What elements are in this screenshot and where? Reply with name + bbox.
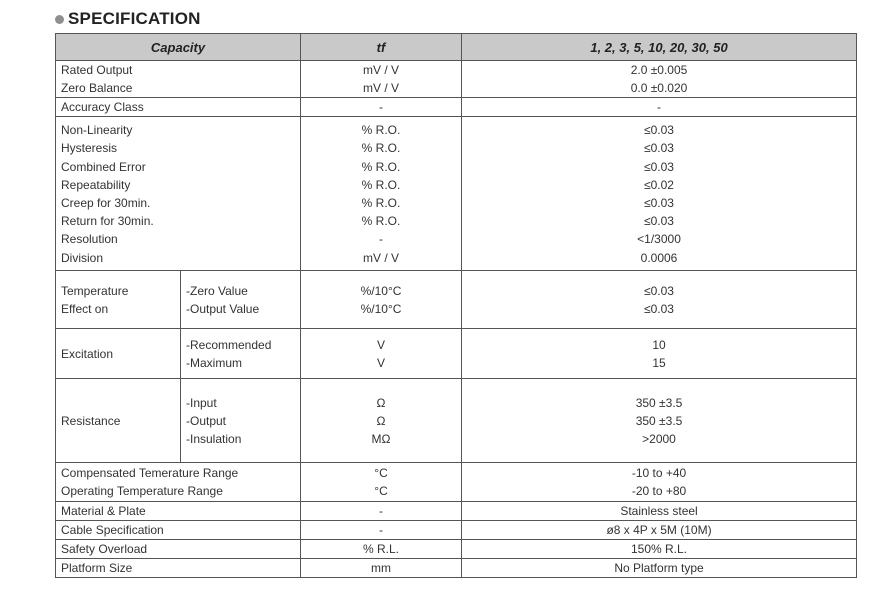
unit-value: °C xyxy=(374,484,388,499)
value-cell xyxy=(462,271,857,329)
row-label: Resistance xyxy=(56,379,181,463)
table-row xyxy=(56,61,857,98)
row-label: Zero Balance xyxy=(61,81,133,96)
unit-value: % R.O. xyxy=(361,141,401,156)
row-label: Creep for 30min. xyxy=(61,195,151,210)
spec-value: 0.0 ±0.020 xyxy=(630,81,688,96)
unit-value: %/10°C xyxy=(360,301,402,316)
unit-value: mm xyxy=(301,559,462,578)
unit-value: % R.O. xyxy=(361,159,401,174)
unit-value: Ω xyxy=(376,395,386,410)
unit-cell xyxy=(301,379,462,463)
spec-value: ≤0.03 xyxy=(644,214,674,229)
row-label: Return for 30min. xyxy=(61,214,154,229)
spec-value: ≤0.03 xyxy=(644,301,674,316)
row-label: Effect on xyxy=(61,301,109,316)
label-cell xyxy=(56,61,301,98)
unit-cell xyxy=(301,271,462,329)
value-cell xyxy=(462,329,857,379)
spec-value: 350 ±3.5 xyxy=(635,413,683,428)
sub-label-cell xyxy=(181,379,301,463)
row-label: Rated Output xyxy=(61,63,133,77)
row-label: Temperature xyxy=(61,283,129,298)
table-row xyxy=(56,463,857,502)
table-row xyxy=(56,379,857,463)
table-row xyxy=(56,559,857,578)
value-cell xyxy=(462,379,857,463)
unit-value: mV / V xyxy=(363,81,400,96)
specification-table xyxy=(55,33,857,578)
row-label: Compensated Temerature Range xyxy=(61,466,239,481)
label-cell xyxy=(56,271,181,329)
row-label: Non-Linearity xyxy=(61,123,133,138)
unit-value: °C xyxy=(374,466,388,481)
spec-value: -20 to +80 xyxy=(631,484,687,499)
spec-value: <1/3000 xyxy=(637,232,681,247)
sub-label: -Output Value xyxy=(186,301,260,316)
sub-label: -Zero Value xyxy=(186,283,248,298)
unit-value: % R.O. xyxy=(361,195,401,210)
spec-value: ≤0.03 xyxy=(644,195,674,210)
section-title-text: SPECIFICATION xyxy=(68,9,201,28)
spec-value: ≤0.02 xyxy=(644,177,674,192)
row-label: Cable Specification xyxy=(56,521,301,540)
spec-value: No Platform type xyxy=(462,559,857,578)
spec-value: ø8 x 4P x 5M (10M) xyxy=(462,521,857,540)
spec-value: 15 xyxy=(652,355,666,370)
sub-label: -Input xyxy=(186,395,217,410)
sub-label: -Maximum xyxy=(186,355,242,370)
bullet-icon xyxy=(55,15,64,24)
unit-value: %/10°C xyxy=(360,283,402,298)
sub-label-cell xyxy=(181,271,301,329)
row-label: Excitation xyxy=(56,329,181,379)
spec-value: 150% R.L. xyxy=(462,540,857,559)
value-cell xyxy=(462,463,857,502)
table-row xyxy=(56,117,857,271)
table-row xyxy=(56,329,857,379)
row-label: Operating Temperature Range xyxy=(61,484,223,499)
unit-cell xyxy=(301,463,462,502)
sub-label: -Output xyxy=(186,413,227,428)
spec-value: 0.0006 xyxy=(640,250,678,265)
unit-value: % R.O. xyxy=(361,123,401,138)
unit-value: MΩ xyxy=(371,432,391,446)
sub-label: -Recommended xyxy=(186,337,272,352)
section-title xyxy=(55,9,201,29)
unit-cell xyxy=(301,61,462,98)
unit-value: mV / V xyxy=(363,250,400,265)
unit-value: - xyxy=(301,502,462,521)
table-row xyxy=(56,521,857,540)
header-values: 1, 2, 3, 5, 10, 20, 30, 50 xyxy=(462,34,857,61)
row-label: Division xyxy=(61,250,104,265)
spec-value: 2.0 ±0.005 xyxy=(630,63,688,77)
table-row xyxy=(56,540,857,559)
unit-value: - xyxy=(301,98,462,117)
unit-value: V xyxy=(377,355,386,370)
row-label: Platform Size xyxy=(56,559,301,578)
spec-value: -10 to +40 xyxy=(631,466,687,481)
label-cell xyxy=(56,463,301,502)
table-row xyxy=(56,271,857,329)
row-label: Resolution xyxy=(61,232,118,247)
row-label: Safety Overload xyxy=(56,540,301,559)
table-row xyxy=(56,502,857,521)
spec-value: - xyxy=(462,98,857,117)
value-cell xyxy=(462,117,857,271)
spec-value: ≤0.03 xyxy=(644,123,674,138)
unit-value: Ω xyxy=(376,413,386,428)
spec-value: Stainless steel xyxy=(462,502,857,521)
unit-value: % R.L. xyxy=(301,540,462,559)
row-label: Combined Error xyxy=(61,159,146,174)
spec-value: 10 xyxy=(652,337,666,352)
sub-label: -Insulation xyxy=(186,432,242,446)
header-unit: tf xyxy=(301,34,462,61)
row-label: Material & Plate xyxy=(56,502,301,521)
spec-value: >2000 xyxy=(642,432,676,446)
table-row xyxy=(56,98,857,117)
row-label: Hysteresis xyxy=(61,141,118,156)
unit-value: - xyxy=(379,232,384,247)
row-label: Accuracy Class xyxy=(56,98,301,117)
unit-value: % R.O. xyxy=(361,214,401,229)
unit-value: mV / V xyxy=(363,63,400,77)
unit-value: % R.O. xyxy=(361,177,401,192)
header-capacity: Capacity xyxy=(56,34,301,61)
unit-value: V xyxy=(377,337,386,352)
spec-value: 350 ±3.5 xyxy=(635,395,683,410)
sub-label-cell xyxy=(181,329,301,379)
unit-cell xyxy=(301,329,462,379)
spec-value: ≤0.03 xyxy=(644,283,674,298)
unit-value: - xyxy=(301,521,462,540)
unit-cell xyxy=(301,117,462,271)
spec-value: ≤0.03 xyxy=(644,141,674,156)
label-cell xyxy=(56,117,301,271)
row-label: Repeatability xyxy=(61,177,131,192)
value-cell xyxy=(462,61,857,98)
table-header-row xyxy=(56,34,857,61)
spec-value: ≤0.03 xyxy=(644,159,674,174)
